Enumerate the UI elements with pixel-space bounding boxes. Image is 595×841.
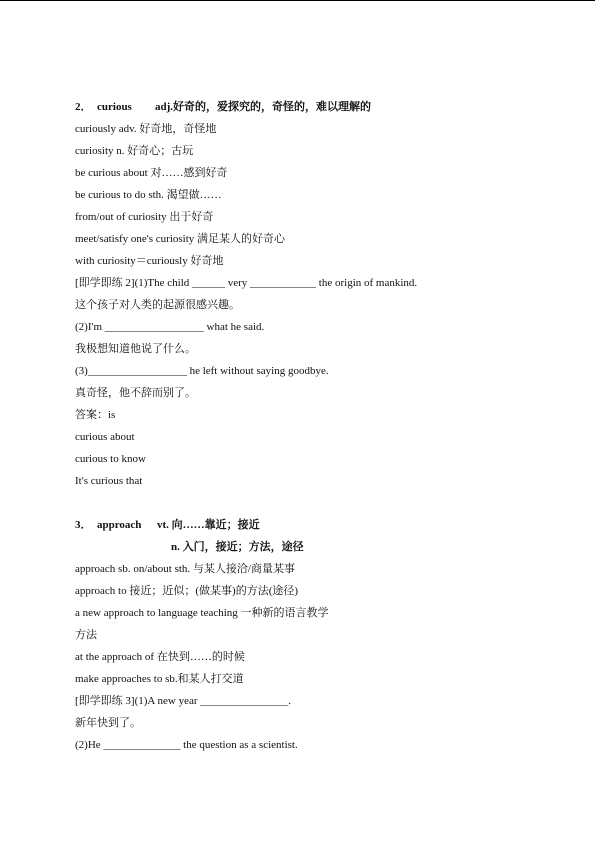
exercise-line: (2)I'm __________________ what he said.: [75, 321, 265, 333]
section-2-definition: adj.好奇的，爱探究的，奇怪的，难以理解的: [155, 101, 372, 113]
exercise-line: [即学即练 3](1)A new year ________________.: [75, 695, 291, 707]
translation-line: 我极想知道他说了什么。: [75, 343, 196, 355]
section-2-heading: [75, 96, 555, 118]
section-3-definition-n: n. 入门，接近；方法，途径: [171, 541, 304, 553]
text-line: from/out of curiosity 出于好奇: [75, 211, 214, 223]
text-line: approach sb. on/about sth. 与某人接洽/商量某事: [75, 563, 295, 575]
section-3-word: approach: [97, 519, 142, 531]
section-3-definition-vt: vt. 向……靠近；接近: [157, 519, 260, 531]
exercise-line: [即学即练 2](1)The child ______ very ____________ the origin of mankind.: [75, 277, 418, 289]
text-line: a new approach to language teaching 一种新的语言教学: [75, 607, 329, 619]
document-page: [75, 96, 555, 756]
section-3-heading: [75, 514, 555, 536]
section-3-number: 3．: [75, 519, 92, 531]
section-2-number: 2．: [75, 101, 92, 113]
answer-line: It's curious that: [75, 475, 143, 487]
text-line: meet/satisfy one's curiosity 满足某人的好奇心: [75, 233, 286, 245]
translation-line: 真奇怪，他不辞而别了。: [75, 387, 196, 399]
text-line: at the approach of 在快到……的时候: [75, 651, 245, 663]
translation-line: 新年快到了。: [75, 717, 141, 729]
section-spacer: [75, 492, 555, 514]
text-line: with curiosity＝curiously 好奇地: [75, 255, 224, 267]
answer-line: curious about: [75, 431, 135, 443]
exercise-line: (2)He ______________ the question as a scientist.: [75, 739, 298, 751]
text-line: make approaches to sb.和某人打交道: [75, 673, 244, 685]
text-line: 方法: [75, 629, 97, 641]
text-line: be curious about 对……感到好奇: [75, 167, 228, 179]
top-border-line: [0, 0, 595, 1]
text-line: approach to 接近；近似；(做某事)的方法(途径): [75, 585, 299, 597]
exercise-line: (3)__________________ he left without saying goodbye.: [75, 365, 329, 377]
text-line: be curious to do sth. 渴望做……: [75, 189, 222, 201]
translation-line: 这个孩子对人类的起源很感兴趣。: [75, 299, 240, 311]
answer-line: 答案：is: [75, 409, 116, 421]
text-line: curiously adv. 好奇地，奇怪地: [75, 123, 217, 135]
text-line: curiosity n. 好奇心；古玩: [75, 145, 194, 157]
section-2-word: curious: [97, 101, 132, 113]
answer-line: curious to know: [75, 453, 146, 465]
